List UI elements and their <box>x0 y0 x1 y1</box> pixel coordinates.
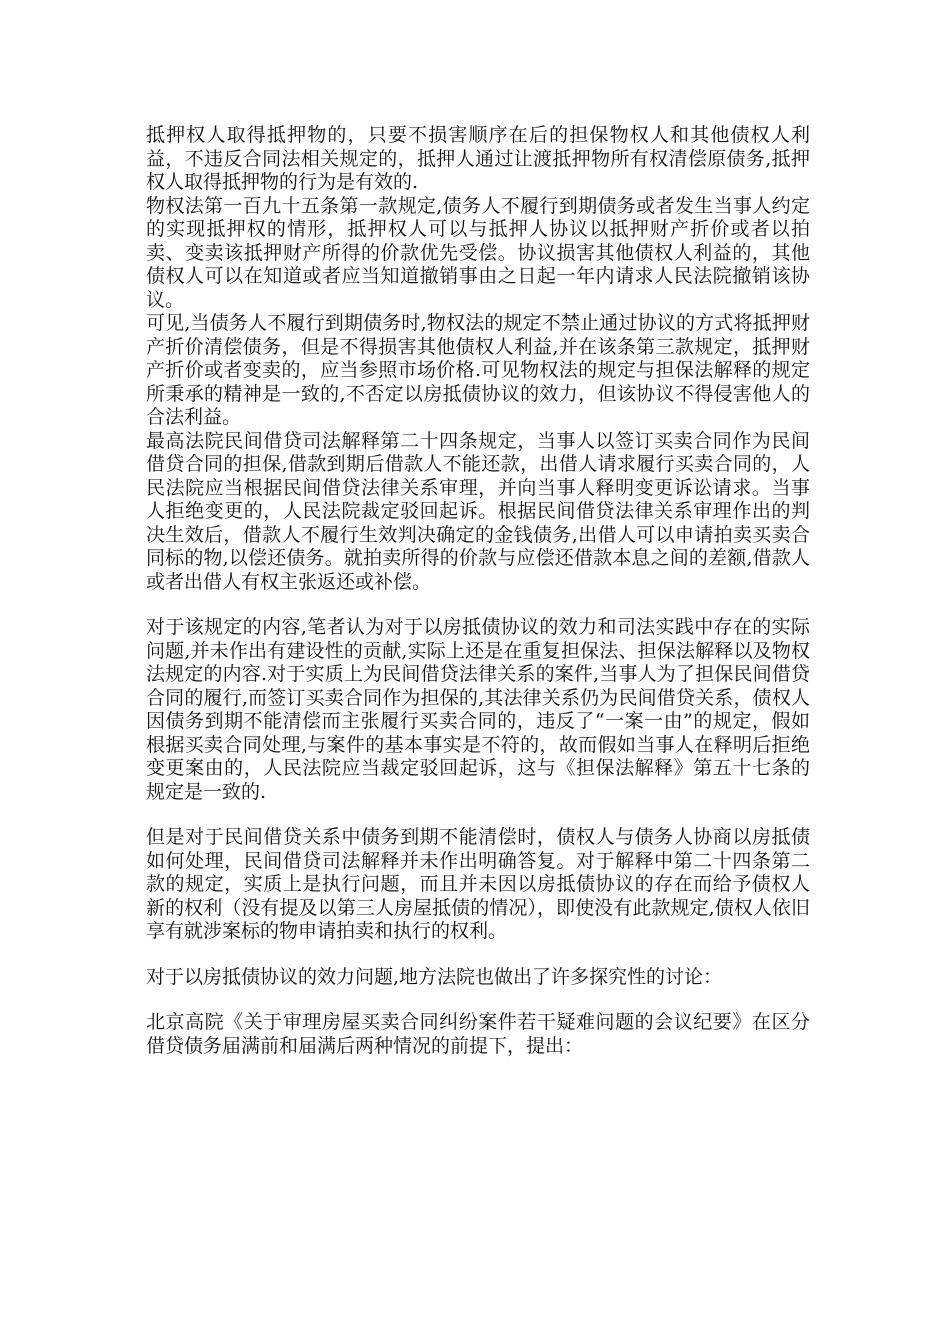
paragraph-1: 抵押权人取得抵押物的，只要不损害顺序在后的担保物权人和其他债权人利益，不违反合同法相关规定的，抵押人通过让渡抵押物所有权清偿原债务,抵押权人取得抵押物的行为是有效的. <box>146 124 810 193</box>
document-body <box>146 124 810 1058</box>
paragraph-4: 最高法院民间借贷司法解释第二十四条规定，当事人以签订买卖合同作为民间借贷合同的担保,借款到期后借款人不能还款，出借人请求履行买卖合同的，人民法院应当根据民间借贷法律关系审理，并向当事人释明变更诉讼请求。当事人拒绝变更的，人民法院裁定驳回起诉。根据民间借贷法律关系审理作出的判决生效后，借款人不履行生效判决确定的金钱债务,出借人可以申请拍卖买卖合同标的物,以偿还债务。就拍卖所得的价款与应偿还借款本息之间的差额,借款人或者出借人有权主张返还或补偿。 <box>146 429 810 593</box>
paragraph-6: 但是对于民间借贷关系中债务到期不能清偿时，债权人与债务人协商以房抵债如何处理，民间借贷司法解释并未作出明确答复。对于解释中第二十四条第二款的规定，实质上是执行问题，而且并未因以房抵债协议的存在而给予债权人新的权利（没有提及以第三人房屋抵债的情况），即使没有此款规定,债权人依旧享有就涉案标的物申请拍卖和执行的权利。 <box>146 826 810 942</box>
paragraph-5: 对于该规定的内容,笔者认为对于以房抵债协议的效力和司法实践中存在的实际问题,并未作出有建设性的贡献,实际上还是在重复担保法、担保法解释以及物权法规定的内容.对于实质上为民间借贷法律关系的案件,当事人为了担保民间借贷合同的履行,而签订买卖合同作为担保的,其法律关系仍为民间借贷关系，债权人因债务到期不能清偿而主张履行买卖合同的，违反了“一案一由”的规定，假如根据买卖合同处理,与案件的基本事实是不符的，故而假如当事人在释明后拒绝变更案由的，人民法院应当裁定驳回起诉，这与《担保法解释》第五十七条的规定是一致的. <box>146 616 810 803</box>
paragraph-3: 可见,当债务人不履行到期债务时,物权法的规定不禁止通过协议的方式将抵押财产折价清偿债务，但是不得损害其他债权人利益,并在该条第三款规定，抵押财产折价或者变卖的，应当参照市场价格.可见物权法的规定与担保法解释的规定所秉承的精神是一致的,不否定以房抵债协议的效力，但该协议不得侵害他人的合法利益。 <box>146 312 810 428</box>
paragraph-2: 物权法第一百九十五条第一款规定,债务人不履行到期债务或者发生当事人约定的实现抵押权的情形，抵押权人可以与抵押人协议以抵押财产折价或者以拍卖、变卖该抵押财产所得的价款优先受偿。协议损害其他债权人利益的，其他债权人可以在知道或者应当知道撤销事由之日起一年内请求人民法院撤销该协议。 <box>146 194 810 311</box>
paragraph-8: 北京高院《关于审理房屋买卖合同纠纷案件若干疑难问题的会议纪要》在区分借贷债务届满前和届满后两种情况的前提下，提出： <box>146 1011 810 1057</box>
paragraph-7: 对于以房抵债协议的效力问题,地方法院也做出了许多探究性的讨论： <box>146 965 723 988</box>
